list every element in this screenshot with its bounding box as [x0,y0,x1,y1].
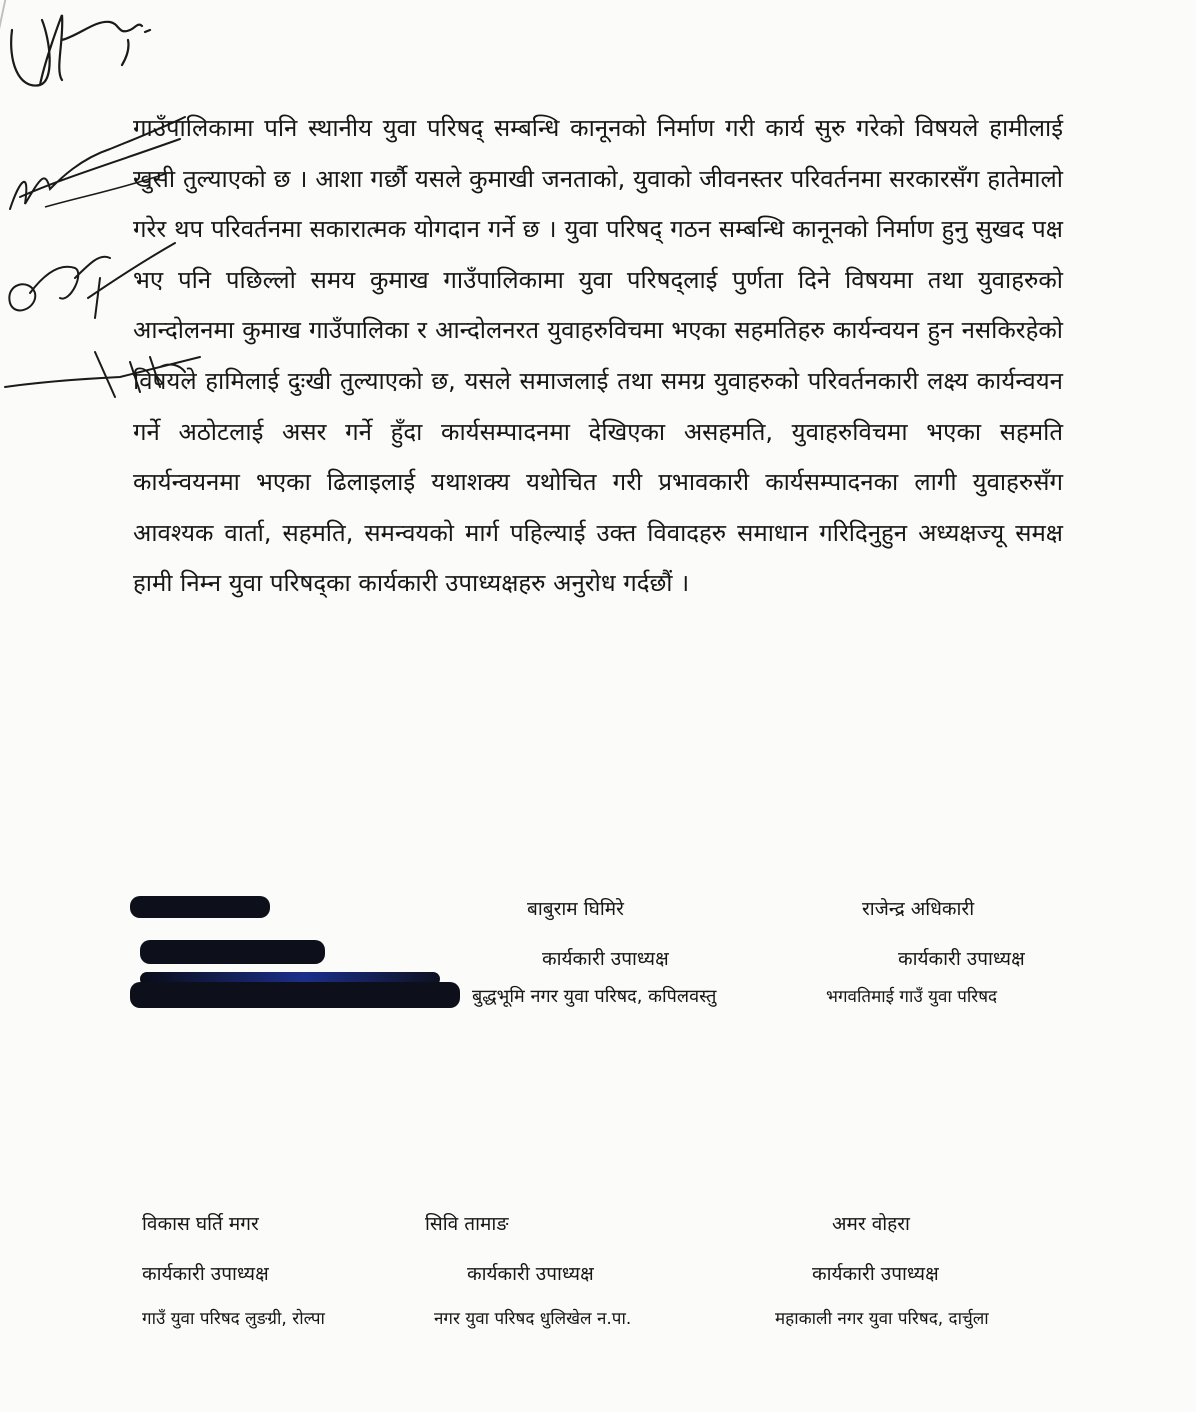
signatory-name: अमर वोहरा [832,1213,910,1235]
signatory-org: भगवतिमाई गाउँ युवा परिषद [826,987,998,1007]
signatory-role: कार्यकारी उपाध्यक्ष [812,1263,939,1285]
signatory-name: राजेन्द्र अधिकारी [862,898,975,920]
signatory-role: कार्यकारी उपाध्यक्ष [898,948,1025,970]
redaction-bar-2 [140,940,325,964]
signatory-org: महाकाली नगर युवा परिषद, दार्चुला [775,1309,989,1329]
signatory-role: कार्यकारी उपाध्यक्ष [142,1263,269,1285]
letter-body: गाउँपालिकामा पनि स्थानीय युवा परिषद् सम्बन्धि कानूनको निर्माण गरी कार्य सुरु गरेको विषयले हामीलाई खुसी तुल्याएको छ । आशा गर्छौ यसले कुमाखी जनताको, युवाको जीवनस्तर परिवर्तनमा सरकारसँग हातेमालो गरेर थप परिवर्तनमा सकारात्मक योगदान गर्ने छ । युवा परिषद् गठन सम्बन्धि कानूनको निर्माण हुनु सुखद पक्ष भए पनि पछिल्लो समय कुमाख गाउँपालिकामा युवा परिषद्लाई पुर्णता दिने विषयमा तथा युवाहरुको आन्दोलनमा कुमाख गाउँपालिका र आन्दोलनरत युवाहरुविचमा भएका सहमतिहरु कार्यन्वयन हुन नसकिरहेको विषयले हामिलाई दुःखी तुल्याएको छ, यसले समाजलाई तथा समग्र युवाहरुको परिवर्तनकारी लक्ष्य कार्यन्वयन गर्ने अठोटलाई असर गर्ने हुँदा कार्यसम्पादनमा देखिएका असहमति, युवाहरुविचमा भएका सहमति कार्यन्वयनमा भएका ढिलाइलाई यथाशक्य यथोचित गरी प्रभावकारी कार्यसम्पादनका लागी युवाहरुसँग आवश्यक वार्ता, सहमति, समन्वयको मार्ग पहिल्याई उक्त विवादहरु समाधान गरिदिनुहुन अध्यक्षज्यू समक्ष हामी निम्न युवा परिषद्का कार्यकारी उपाध्यक्षहरु अनुरोध गर्दछौं । [133,114,1063,598]
signatory-name: सिवि तामाङ [425,1213,509,1235]
signatory-org: गाउँ युवा परिषद लुङग्री, रोल्पा [142,1309,325,1329]
signatory-org: नगर युवा परिषद धुलिखेल न.पा. [434,1309,632,1329]
redaction-bar-4 [130,982,460,1008]
handwritten-signature-1 [0,0,160,105]
redaction-bar-1 [130,896,270,918]
signatory-org: बुद्धभूमि नगर युवा परिषद, कपिलवस्तु [472,986,717,1007]
signatory-name: विकास घर्ति मगर [142,1213,259,1235]
signatory-role: कार्यकारी उपाध्यक्ष [467,1263,594,1285]
signatory-role: कार्यकारी उपाध्यक्ष [542,948,669,970]
signatory-name: बाबुराम घिमिरे [527,898,624,920]
